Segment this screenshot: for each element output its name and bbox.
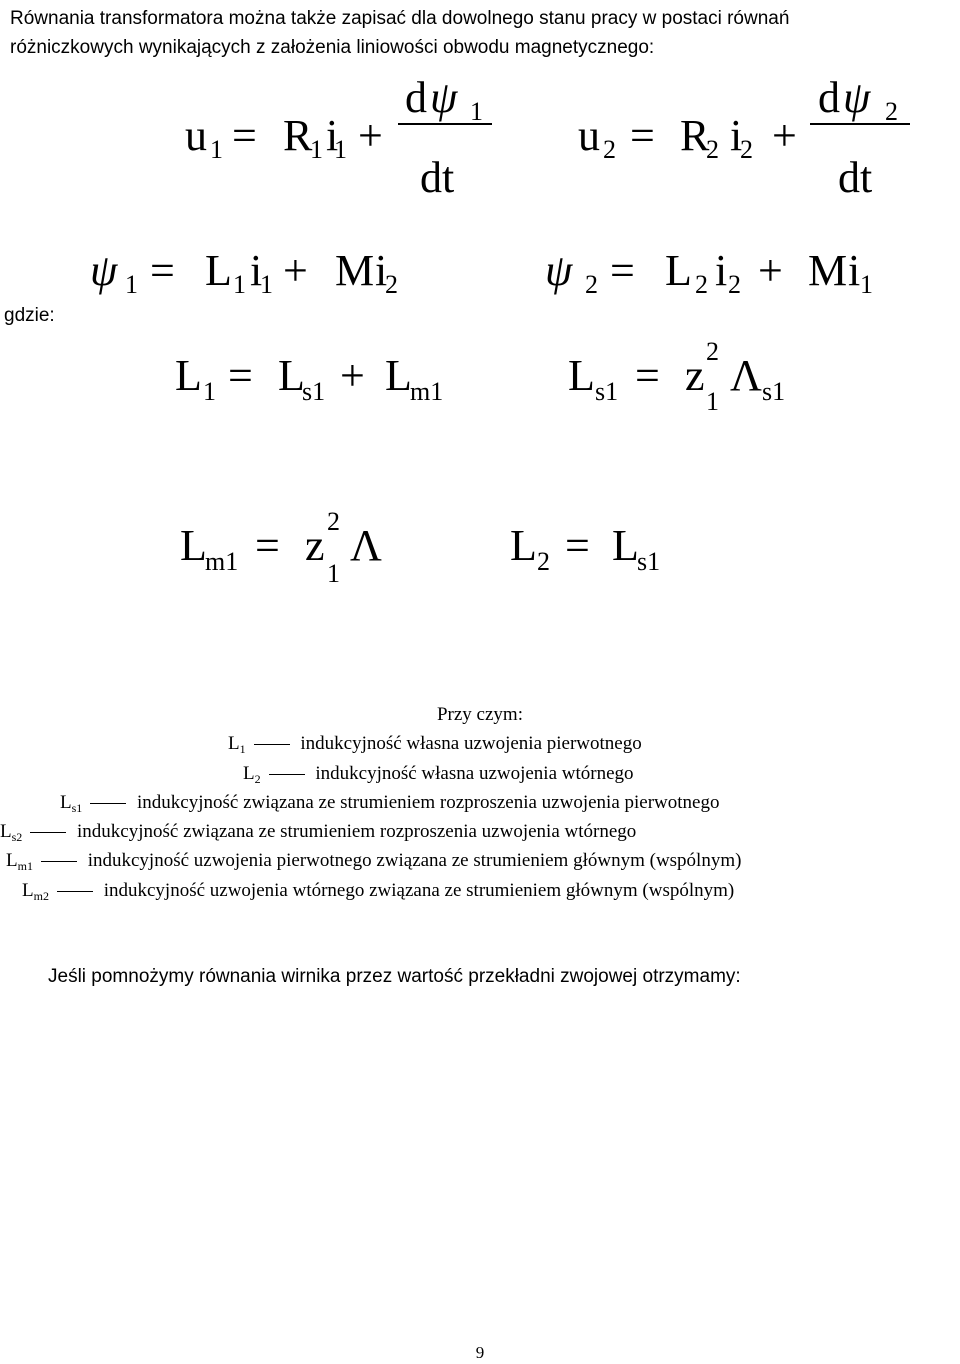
equation-glyph: R: [680, 111, 710, 160]
equation-glyph: 2: [585, 270, 598, 299]
equation-glyph: i: [715, 246, 728, 295]
equation-glyph: 1: [125, 270, 138, 299]
equation-glyph: L: [510, 521, 537, 570]
equation-glyph: 2: [385, 270, 398, 299]
definition-item: [60, 792, 719, 814]
equation-glyph: M: [808, 246, 848, 295]
definition-item: [243, 763, 634, 785]
definition-symbol: L: [22, 880, 34, 901]
equation-glyph: 1: [310, 135, 323, 164]
definition-text: indukcyjność uzwojenia pierwotnego związana ze strumieniem głównym (wspólnym): [82, 850, 742, 871]
equation-glyph: 1: [470, 97, 483, 126]
equation-glyph: 2: [603, 135, 616, 164]
plus-sign: +: [340, 351, 365, 400]
plus-sign: +: [758, 246, 783, 295]
equation-glyph: L: [665, 246, 692, 295]
var-u: u: [185, 111, 207, 160]
definition-text: indukcyjność uzwojenia wtórnego związana ze strumieniem głównym (wspólnym): [98, 880, 735, 901]
definition-item: [6, 850, 741, 872]
equation-glyph: L: [385, 351, 412, 400]
equation-glyph: s1: [637, 547, 661, 576]
equals-sign: =: [150, 246, 175, 295]
plus-sign: +: [358, 111, 383, 160]
definition-symbol: L: [6, 850, 18, 871]
equation-glyph: 1: [706, 387, 719, 416]
equation-glyph: 2: [740, 135, 753, 164]
equation-glyph: i: [375, 246, 388, 295]
equation-glyph: i: [250, 246, 263, 295]
lambda-symbol: Λ: [730, 351, 762, 400]
equation-glyph: M: [335, 246, 375, 295]
definition-text: indukcyjność związana ze strumieniem rozproszenia uzwojenia pierwotnego: [132, 792, 720, 813]
equation-glyph: 1: [203, 377, 216, 406]
definition-subscript: 2: [254, 772, 261, 786]
definition-dash: [30, 832, 66, 833]
equation-glyph: 1: [327, 559, 340, 588]
psi-symbol: ψ: [545, 246, 573, 295]
equation-glyph: m1: [410, 377, 444, 406]
equation-glyph: dt: [838, 153, 873, 202]
definition-text: indukcyjność własna uzwojenia pierwotnego: [295, 733, 642, 754]
equation-glyph: i: [848, 246, 861, 295]
equals-sign: =: [635, 351, 660, 400]
equals-sign: =: [255, 521, 280, 570]
equation-glyph: d: [405, 73, 427, 122]
equation-glyph: 1: [210, 135, 223, 164]
equation-glyph: 1: [260, 270, 273, 299]
definition-dash: [57, 891, 93, 892]
definition-subscript: m2: [33, 889, 49, 903]
equation-glyph: L: [205, 246, 232, 295]
page-number: 9: [475, 1343, 485, 1362]
psi-symbol: ψ: [843, 73, 871, 122]
equation-glyph: m1: [205, 547, 239, 576]
equals-sign: =: [232, 111, 257, 160]
definition-item: [228, 733, 642, 755]
definition-text: indukcyjność związana ze strumieniem rozproszenia uzwojenia wtórnego: [72, 821, 637, 842]
equation-glyph: L: [612, 521, 639, 570]
equation-glyph: 2: [327, 507, 340, 536]
psi-symbol: ψ: [90, 246, 118, 295]
definition-subscript: m1: [17, 859, 33, 873]
equals-sign: =: [228, 351, 253, 400]
equation-glyph: 2: [728, 270, 741, 299]
equation-glyph: L: [175, 351, 202, 400]
equals-sign: =: [565, 521, 590, 570]
equation-glyph: s1: [302, 377, 326, 406]
definition-item: [22, 880, 734, 902]
intro-line-1: Równania transformatora można także zapisać dla dowolnego stanu pracy w postaci równań: [10, 8, 790, 29]
equation-glyph: u: [578, 111, 600, 160]
equation-glyph: L: [278, 351, 305, 400]
equals-sign: =: [610, 246, 635, 295]
gdzie-label: gdzie:: [4, 305, 55, 326]
przy-czym-heading: Przy czym:: [436, 704, 523, 725]
equation-glyph: d: [818, 73, 840, 122]
equation-glyph: i: [326, 111, 339, 160]
definition-symbol: L: [243, 763, 255, 784]
definition-text: indukcyjność własna uzwojenia wtórnego: [310, 763, 634, 784]
definition-item: [0, 821, 636, 843]
definition-dash: [41, 861, 77, 862]
plus-sign: +: [772, 111, 797, 160]
intro-line-2: różniczkowych wynikających z założenia liniowości obwodu magnetycznego:: [10, 37, 655, 58]
equation-glyph: s1: [595, 377, 619, 406]
equation-glyph: dt: [420, 153, 455, 202]
equation-glyph: 1: [334, 135, 347, 164]
equation-glyph: 2: [706, 337, 719, 366]
definition-subscript: 1: [239, 742, 246, 756]
equation-glyph: 2: [885, 97, 898, 126]
note-paragraph: Jeśli pomnożymy równania wirnika przez wartość przekładni zwojowej otrzymamy:: [48, 966, 741, 987]
equation-glyph: L: [180, 521, 207, 570]
definition-dash: [254, 744, 290, 745]
definition-subscript: s2: [11, 830, 23, 844]
equation-glyph: z: [305, 521, 325, 570]
psi-symbol: ψ: [430, 73, 458, 122]
equation-glyph: L: [568, 351, 595, 400]
equals-sign: =: [630, 111, 655, 160]
definition-symbol: L: [228, 733, 240, 754]
definition-dash: [269, 774, 305, 775]
equation-glyph: s1: [762, 377, 786, 406]
definition-symbol: L: [60, 792, 72, 813]
equation-glyph: 2: [695, 270, 708, 299]
definition-dash: [90, 803, 126, 804]
definition-symbol: L: [0, 821, 12, 842]
equation-glyph: 1: [860, 270, 873, 299]
equation-glyph: 2: [537, 547, 550, 576]
equation-glyph: i: [730, 111, 743, 160]
equation-glyph: 1: [233, 270, 246, 299]
definition-subscript: s1: [71, 801, 83, 815]
equation-glyph: 2: [706, 135, 719, 164]
equation-glyph: z: [685, 351, 705, 400]
plus-sign: +: [283, 246, 308, 295]
equation-glyph: R: [283, 111, 313, 160]
lambda-symbol: Λ: [350, 521, 382, 570]
